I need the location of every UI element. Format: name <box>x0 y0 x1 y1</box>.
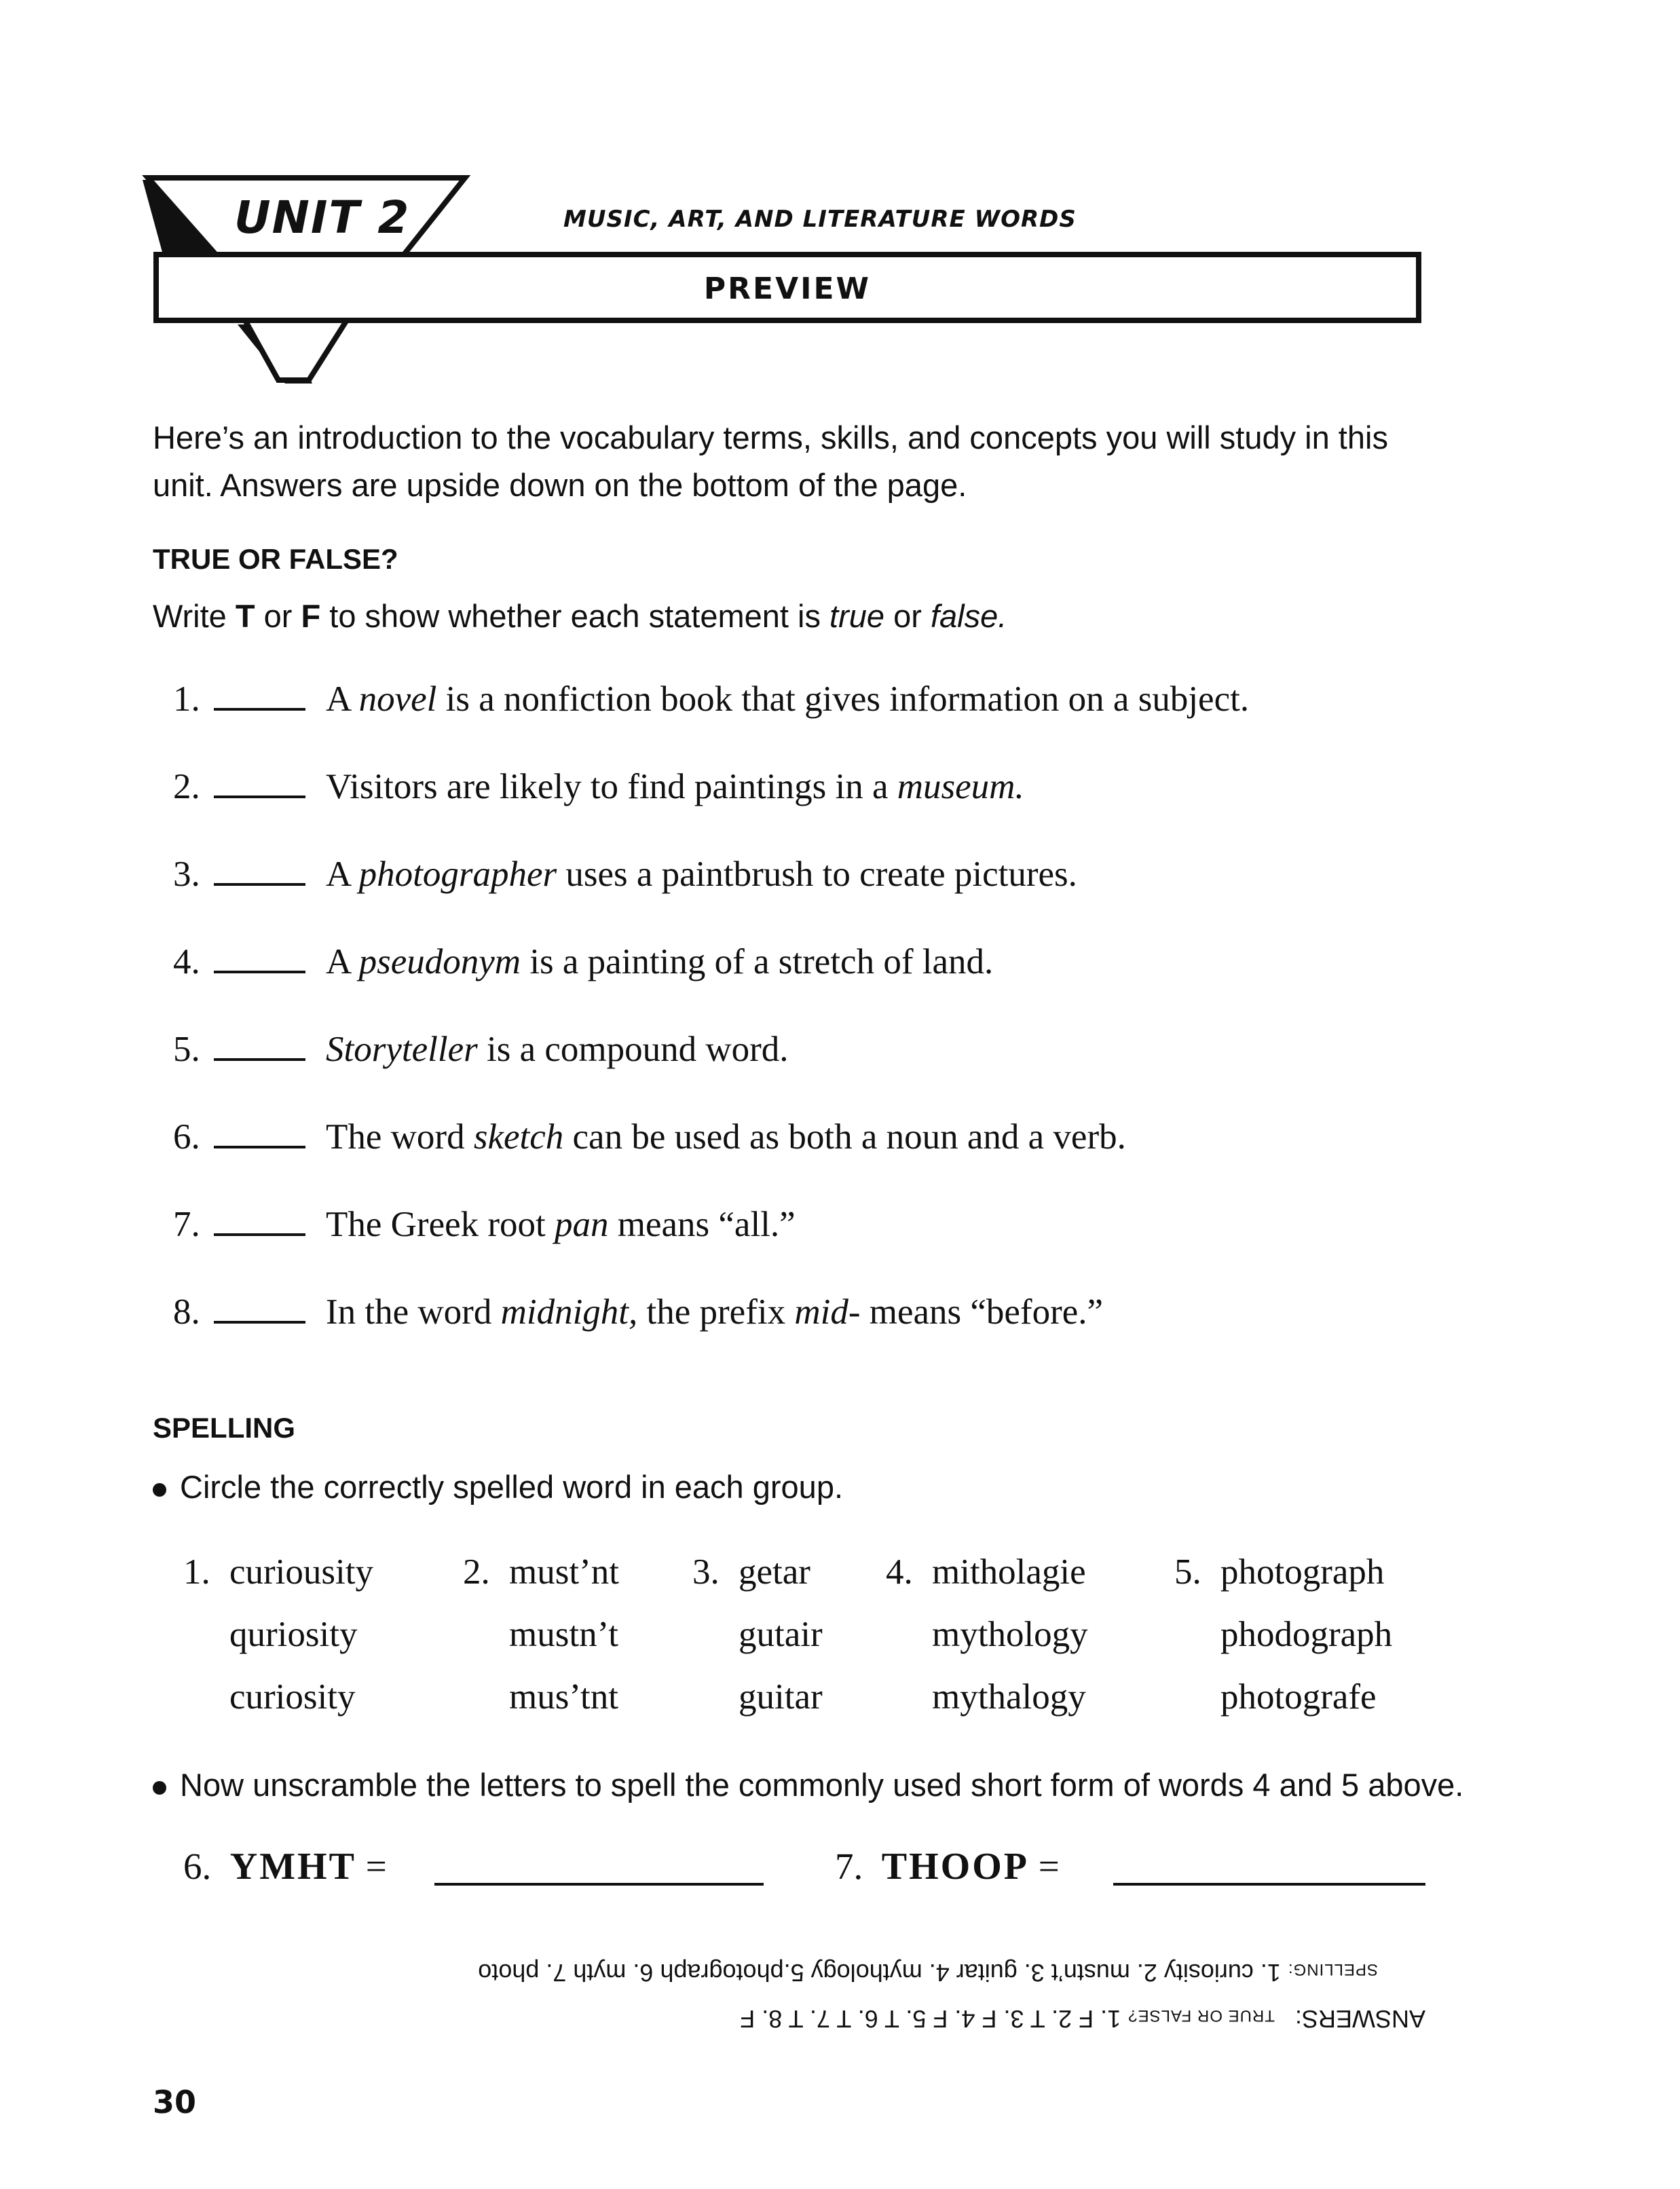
spelling-option[interactable]: must’nt <box>509 1552 619 1592</box>
spelling-option[interactable]: curiousity <box>229 1552 373 1592</box>
answer-blank[interactable] <box>214 1026 305 1061</box>
spelling-option[interactable]: guitar <box>739 1677 823 1717</box>
answer-line[interactable] <box>1113 1880 1425 1886</box>
answers-label: ANSWERS: <box>1294 2005 1425 2033</box>
spelling-option[interactable]: photografe <box>1220 1677 1377 1717</box>
spelling-option[interactable]: gutair <box>739 1615 823 1654</box>
spelling-heading: SPELLING <box>153 1412 296 1444</box>
true-false-instruction: Write T or F to show whether each statement is true or false. <box>153 598 1007 634</box>
spelling-instruction-circle: Circle the correctly spelled word in each group. <box>153 1468 843 1505</box>
true-false-item: 7. The Greek root pan means “all.” <box>173 1201 796 1248</box>
true-false-item: 8. In the word midnight, the prefix mid- means “before.” <box>173 1288 1103 1336</box>
answer-blank[interactable] <box>214 1201 305 1236</box>
spelling-option[interactable]: quriosity <box>229 1615 358 1654</box>
answer-blank[interactable] <box>214 1288 305 1324</box>
unit-label: UNIT 2 <box>234 191 411 244</box>
spelling-option[interactable]: photograph <box>1220 1552 1385 1592</box>
true-false-item: 4. A pseudonym is a painting of a stretch of land. <box>173 938 993 986</box>
spelling-option[interactable]: getar <box>739 1552 810 1592</box>
answer-blank[interactable] <box>214 763 305 798</box>
spelling-option[interactable]: mus’tnt <box>509 1677 618 1717</box>
unscramble-item-6: 6. YMHT = <box>183 1846 387 1888</box>
spelling-option[interactable]: mythalogy <box>932 1677 1086 1717</box>
true-false-item: 3. A photographer uses a paintbrush to create pictures. <box>173 850 1077 898</box>
page-number: 30 <box>153 2084 197 2120</box>
intro-paragraph: Here’s an introduction to the vocabulary terms, skills, and concepts you will study in this unit. Answers are upside down on the bottom of the page. <box>153 419 1388 503</box>
spelling-option[interactable]: curiosity <box>229 1677 356 1717</box>
upside-down-answers: ANSWERS: TRUE OR FALSE? 1. F 2. T 3. F 4. F 5. T 6. T 7. T 8. F SPELLING: 1. curiosity 2. mustn’t 3. guitar 4. mythology 5.photograph 6. myth 7. photo <box>478 1959 1425 2033</box>
true-false-heading: TRUE OR FALSE? <box>153 543 398 575</box>
answer-blank[interactable] <box>214 675 305 711</box>
spelling-instruction-unscramble: Now unscramble the letters to spell the commonly used short form of words 4 and 5 above. <box>153 1766 1463 1803</box>
true-false-item: 5. Storyteller is a compound word. <box>173 1026 789 1073</box>
spelling-option[interactable]: mitholagie <box>932 1552 1086 1592</box>
bullet-icon <box>153 1781 166 1795</box>
section-title: PREVIEW <box>703 272 872 306</box>
bullet-icon <box>153 1483 166 1497</box>
spelling-option[interactable]: mythology <box>932 1615 1088 1654</box>
answer-blank[interactable] <box>214 938 305 973</box>
answer-blank[interactable] <box>214 850 305 886</box>
unscramble-item-7: 7. THOOP = <box>835 1846 1060 1888</box>
answer-blank[interactable] <box>214 1113 305 1148</box>
spelling-option[interactable]: mustn’t <box>509 1615 618 1654</box>
spelling-option[interactable]: phodograph <box>1220 1615 1393 1654</box>
answer-line[interactable] <box>434 1880 764 1886</box>
true-false-item: 2. Visitors are likely to find paintings in a museum. <box>173 763 1024 810</box>
true-false-item: 1. A novel is a nonfiction book that gives information on a subject. <box>173 675 1249 723</box>
unit-topic: MUSIC, ART, AND LITERATURE WORDS <box>563 206 1077 233</box>
true-false-item: 6. The word sketch can be used as both a noun and a verb. <box>173 1113 1126 1161</box>
